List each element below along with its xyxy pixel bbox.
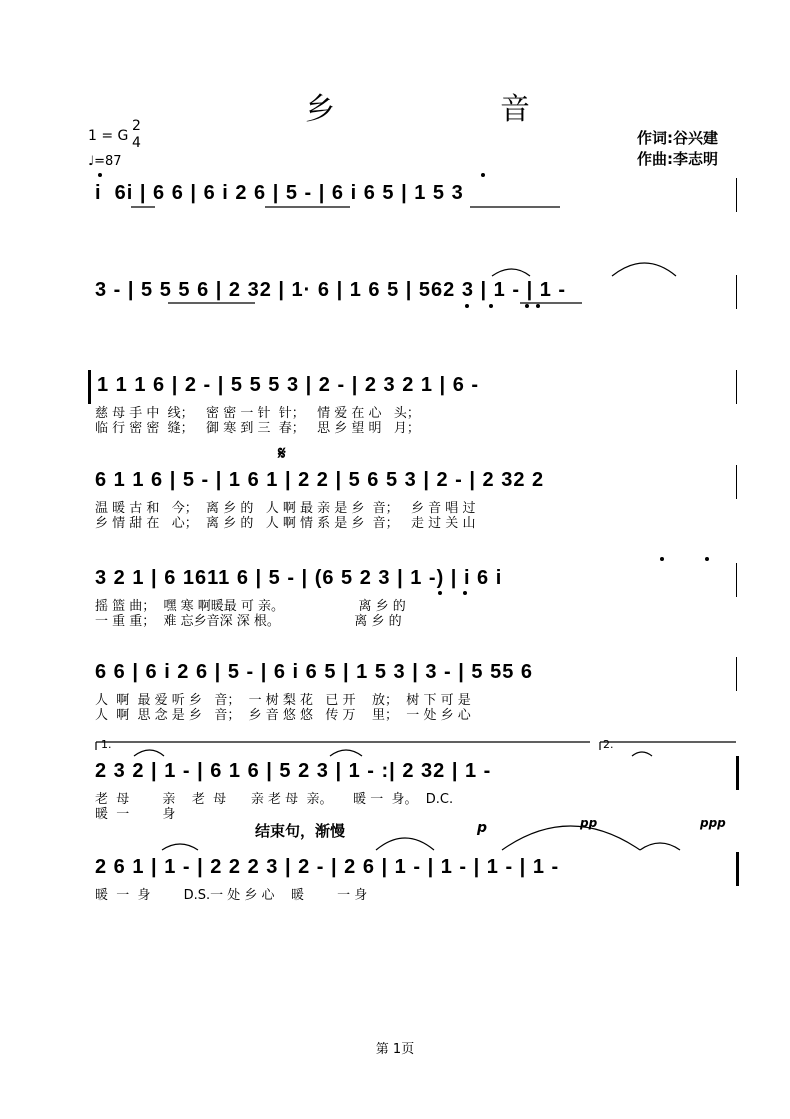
octave-dot [525, 304, 529, 308]
dynamic-pp: pp [580, 816, 598, 830]
dynamic-p: p [477, 820, 488, 836]
notes-line: 3 - | 5 5 5 6 | 2 32 | 1· 6 | 1 6 5 | 562 3 | 1 - | 1 - [95, 279, 567, 301]
notes-line: 2 6 1 | 1 - | 2 2 2 3 | 2 - | 2 6 | 1 - | 1 - | 1 - | 1 - [95, 856, 560, 878]
segno-icon: 𝄋 [278, 443, 286, 464]
slur-arc [612, 263, 676, 276]
quarter-note-icon: ♩ [88, 154, 95, 169]
lyric-verse-1: 慈 母 手 中 线； 密 密 一 针 针； 情 爱 在 心 头； [95, 406, 420, 421]
octave-dot [98, 173, 102, 177]
notes-line: 3 2 1 | 6 1611 6 | 5 - | (6 5 2 3 | 1 -) | i 6 i [95, 567, 503, 589]
lyric-verse-2: 临 行 密 密 缝； 御 寒 到 三 春； 思 乡 望 明 月； [95, 421, 420, 436]
slur-arc [502, 826, 640, 850]
lyric-verse-2: 人 啊 思 念 是 乡 音； 乡 音 悠 悠 传 万 里； 一 处 乡 心 [95, 708, 471, 723]
lyric-verse-1: 暖 一 身 D.S.一 处 乡 心 暖 一 身 [95, 888, 368, 903]
octave-dot [465, 304, 469, 308]
slur-arc [330, 750, 362, 756]
slur-arc [162, 844, 198, 850]
title-char-2: 音 [500, 92, 530, 127]
volta-2-label: 2. [603, 738, 614, 751]
page-number: 第 1页 [375, 1042, 415, 1057]
slur-arc [134, 750, 164, 756]
slur-arc [376, 838, 434, 850]
title-char-1: 乡 [305, 92, 335, 127]
tempo-value: =87 [94, 154, 122, 169]
notes-line: 6 6 | 6 i 2 6 | 5 - | 6 i 6 5 | 1 5 3 | 3 - | 5 55 6 [95, 661, 534, 683]
slur-arc [492, 269, 530, 276]
composer: 作曲:李志明 [637, 150, 718, 168]
octave-dot [481, 173, 485, 177]
notes-line: 2 3 2 | 1 - | 6 1 6 | 5 2 3 | 1 - :| 2 32 | 1 - [95, 760, 492, 782]
key-signature: 1 = G [88, 128, 129, 144]
octave-dot [463, 591, 467, 595]
notes-line: 6 1 1 6 | 5 - | 1 6 1 | 2 2 | 5 6 5 3 | 2 - | 2 32 2 [95, 469, 545, 491]
lyric-verse-1: 摇 篮 曲； 嘿 寒 啊暖最 可 亲。 离 乡 的 [95, 599, 406, 614]
octave-dot [660, 557, 664, 561]
lyric-verse-2: 乡 情 甜 在 心； 离 乡 的 人 啊 情 系 是 乡 音； 走 过 关 山 [95, 516, 476, 531]
notes-line: i 6i | 6 6 | 6 i 2 6 | 5 - | 6 i 6 5 | 1 5 3 [95, 182, 464, 204]
octave-dot [705, 557, 709, 561]
octave-dot [438, 591, 442, 595]
lyricist: 作词:谷兴建 [637, 129, 718, 147]
lyric-verse-2: 暖 一 身 [95, 807, 176, 822]
octave-dot [489, 304, 493, 308]
slur-arc [640, 843, 680, 850]
time-signature-bottom: 4 [132, 135, 141, 151]
notes-line: 1 1 1 6 | 2 - | 5 5 5 3 | 2 - | 2 3 2 1 | 6 - [97, 374, 480, 396]
lyric-verse-1: 老 母 亲 老 母 亲 老 母 亲。 暖 一 身。 D.C. [95, 792, 454, 807]
ending-instruction: 结束句，渐慢 [255, 822, 346, 840]
lyric-verse-2: 一 重 重； 难 忘乡音深 深 根。 离 乡 的 [95, 614, 402, 629]
dynamic-ppp: ppp [700, 816, 726, 830]
volta-1-label: 1. [101, 738, 112, 751]
slur-arc [632, 752, 652, 756]
octave-dot [536, 304, 540, 308]
time-signature-top: 2 [132, 118, 141, 134]
lyric-verse-1: 人 啊 最 爱 听 乡 音； 一 树 梨 花 已 开 放； 树 下 可 是 [95, 693, 471, 708]
lyric-verse-1: 温 暖 古 和 今； 离 乡 的 人 啊 最 亲 是 乡 音； 乡 音 唱 过 [95, 501, 476, 516]
